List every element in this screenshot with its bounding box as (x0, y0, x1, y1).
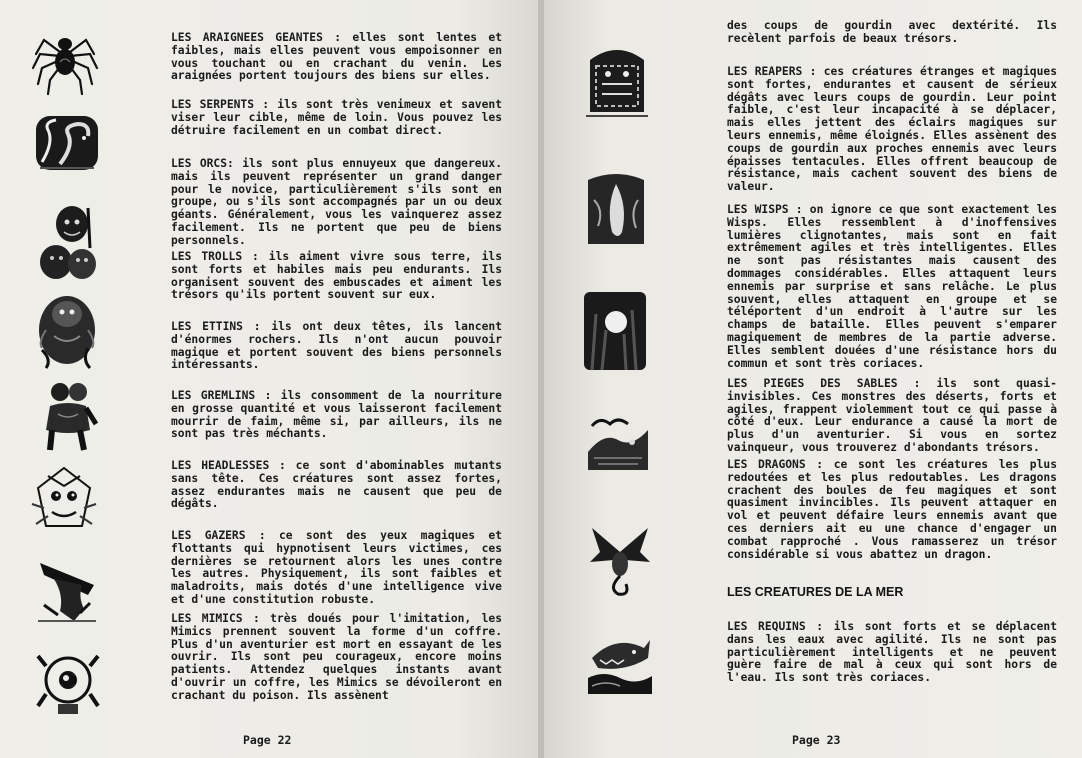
entry-araignees-geantes: LES ARAIGNEES GEANTES : elles sont lentes et faibles, mais elles peuvent vous empoisonner en vous touchant ou en crachant du venin. Les araignées portent toujours des biens sur elles. (171, 31, 502, 83)
entry-mimics-continued: des coups de gourdin avec dextérité. Ils recèlent parfois de beaux trésors. (727, 19, 1057, 45)
entry-reapers: LES REAPERS : ces créatures étranges et magiques sont fortes, endurantes et causent de sérieux dégâts avec leurs coups de gourdin. Leur point faible, c'est leur incapacité à se déplacer, mais elles jettent des éclairs magiques sur leurs ennemis, même éloignés. Elles assènent des coups de gourdin aux proches ennemis avec leurs épaisses tentacules. Elles offrent beaucoup de résistance, mais cachent souvent des biens de valeur. (727, 65, 1057, 194)
wisp-moon-icon (582, 290, 648, 372)
page-number-left: Page 22 (243, 733, 292, 747)
headless-icon (34, 555, 100, 627)
ettin-icon (36, 378, 100, 452)
entry-pieges-des-sables: LES PIEGES DES SABLES : ils sont quasi-invisibles. Ces monstres des déserts, forts et agiles, frappent violemment tout ce qui passe à côté d'eux. Leur endurance a causé la mort de plus d'un aventurier. Si vous en sortez vainqueur, vous trouverez d'abondants trésors. (727, 377, 1057, 454)
reaper-icon (584, 40, 650, 120)
entry-requins: LES REQUINS : ils sont forts et se déplacent dans les eaux avec agilité. Ils ne sont pas particulièrement intelligents et ne peuvent guère faire de mal à ceux qui sont hors de l'eau. Ils sont très coriaces. (727, 620, 1057, 685)
mimic-icon (36, 646, 100, 718)
sand-trap-icon (584, 412, 652, 474)
entry-serpents: LES SERPENTS : ils sont très venimeux et savent viser leur cible, même de loin. Vous pouvez les détruire facilement en un combat direct. (171, 98, 502, 137)
page-number-right: Page 23 (792, 733, 841, 747)
section-title-creatures-de-la-mer: LES CREATURES DE LA MER (727, 585, 904, 599)
dragon-icon (588, 522, 652, 598)
entry-wisps: LES WISPS : on ignore ce que sont exactement les Wisps. Elles ressemblent à d'inoffensives lumières clignotantes, mais sont en fait extrêmement agiles et très intelligentes. Elles ne sont pas résistantes mais causent des dommages considérables. Elles attaquent leurs ennemis par surprise et sans relâche. Le plus souvent, elles attaquent en groupe et se téléportent d'un endroit à l'autre sur les champs de bataille. Elles peuvent s'emparer magiquement de membres de la partie adverse. Elles semblent douées d'une résistance hors du commun et sont très coriaces. (727, 203, 1057, 370)
entry-headlesses: LES HEADLESSES : ce sont d'abominables mutants sans tête. Ces créatures sont assez fortes, assez endurantes mais ne causent que peu de dégâts. (171, 459, 502, 511)
entry-ettins: LES ETTINS : ils ont deux têtes, ils lancent d'énormes rochers. Ils n'ont aucun pouvoir magique et portent souvent des biens personnels intéressants. (171, 320, 502, 372)
entry-dragons: LES DRAGONS : ce sont les créatures les plus redoutées et les plus redoutables. Les dragons crachent des boules de feu magiques et sont quasiment invincibles. Ils peuvent attaquer en vol et peuvent défaire leurs ennemis avant que ces derniers ait eu une chance d'engager un combat rapproché . Vous ramasserez un trésor considérable si vous abattez un dragon. (727, 458, 1057, 561)
spider-icon (30, 22, 100, 97)
orcs-icon (34, 200, 102, 282)
entry-mimics: LES MIMICS : très doués pour l'imitation, les Mimics prennent souvent la forme d'un coffre. Plus d'un aventurier est mort en essayant de les ouvrir. Ils sont peu courageux, encore moins patients. Attendez quelques instants avant d'ouvrir un coffre, les Mimics se dévoileront en crachant du poison. Ils assènent (171, 612, 502, 702)
entry-gremlins: LES GREMLINS : ils consomment de la nourriture en grosse quantité et vous laisseront facilement mourrir de faim, même si, par ailleurs, ils ne sont pas très méchants. (171, 389, 502, 441)
wisp-icon (584, 170, 648, 250)
entry-orcs: LES ORCS: ils sont plus ennuyeux que dangereux. mais ils peuvent représenter un grand danger pour le novice, particulièrement s'ils sont en groupe, ou s'ils sont accompagnés par un ou deux géants. Généralement, vous les vainquerez assez facilement. Ils ne portent que peu de biens personnels. (171, 157, 502, 247)
serpent-icon (34, 112, 100, 174)
troll-icon (32, 290, 102, 372)
entry-gazers: LES GAZERS : ce sont des yeux magiques et flottants qui hypnotisent leurs victimes, ces dernières se retournent alors les unes contre les autres. Physiquement, ils sont faibles et maladroits, mais dotés d'une intelligence vive et d'une constitution robuste. (171, 529, 502, 606)
entry-trolls: LES TROLLS : ils aiment vivre sous terre, ils sont forts et habiles mais peu endurants. Ils organisent souvent des embuscades et aiment les trésors qu'ils portent souvent sur eux. (171, 250, 502, 302)
gremlin-icon (28, 464, 100, 536)
shark-icon (586, 628, 654, 698)
